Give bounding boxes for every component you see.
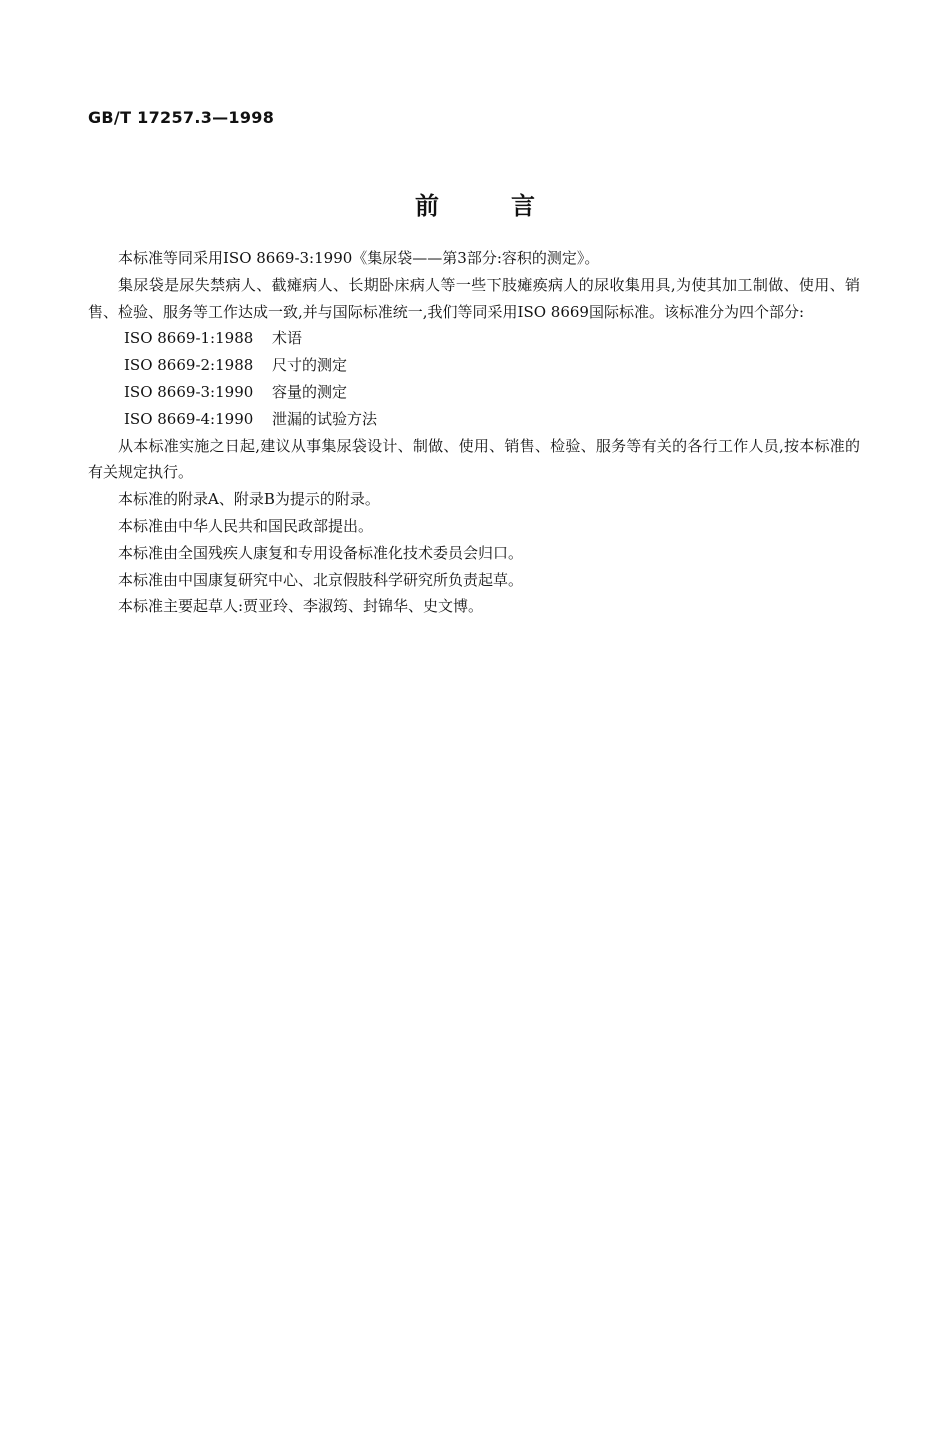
list-item-code: ISO 8669-1:1988 <box>124 329 254 348</box>
list-item <box>88 379 860 406</box>
list-item <box>88 352 860 379</box>
list-item-title: 容量的测定 <box>272 382 348 401</box>
paragraph-implementation: 从本标准实施之日起,建议从事集尿袋设计、制做、使用、销售、检验、服务等有关的各行工作人员,按本标准的有关规定执行。 <box>88 436 860 482</box>
paragraph-drafters: 本标准主要起草人:贾亚玲、李淑筠、封锦华、史文博。 <box>118 597 484 616</box>
list-item-title: 尺寸的测定 <box>272 356 348 375</box>
list-item-title: 术语 <box>272 329 303 348</box>
paragraph-adoption: 本标准等同采用ISO 8669-3:1990《集尿袋——第3部分:容积的测定》。 <box>118 249 600 267</box>
foreword-body <box>88 245 860 620</box>
standard-number: GB/T 17257.3—1998 <box>88 108 275 127</box>
parts-list <box>88 325 860 432</box>
list-item-code: ISO 8669-2:1988 <box>124 356 254 375</box>
list-item-code: ISO 8669-3:1990 <box>124 382 254 401</box>
list-item-code: ISO 8669-4:1990 <box>124 409 254 428</box>
list-item-title: 泄漏的试验方法 <box>272 409 378 428</box>
list-item <box>88 406 860 433</box>
paragraph-drafting-organization: 本标准由中国康复研究中心、北京假肢科学研究所负责起草。 <box>118 570 524 589</box>
paragraph-proposer: 本标准由中华人民共和国民政部提出。 <box>118 516 374 535</box>
paragraph-technical-committee: 本标准由全国残疾人康复和专用设备标准化技术委员会归口。 <box>118 543 524 562</box>
paragraph-appendix: 本标准的附录A、附录B为提示的附录。 <box>118 490 380 509</box>
page-title: 前言 <box>415 192 607 220</box>
paragraph-background: 集尿袋是尿失禁病人、截瘫病人、长期卧床病人等一些下肢瘫痪病人的尿收集用具,为使其加工制做、使用、销售、检验、服务等工作达成一致,并与国际标准统一,我们等同采用ISO 8669国际标准。该标准分为四个部分: <box>88 275 860 321</box>
list-item <box>88 325 860 352</box>
